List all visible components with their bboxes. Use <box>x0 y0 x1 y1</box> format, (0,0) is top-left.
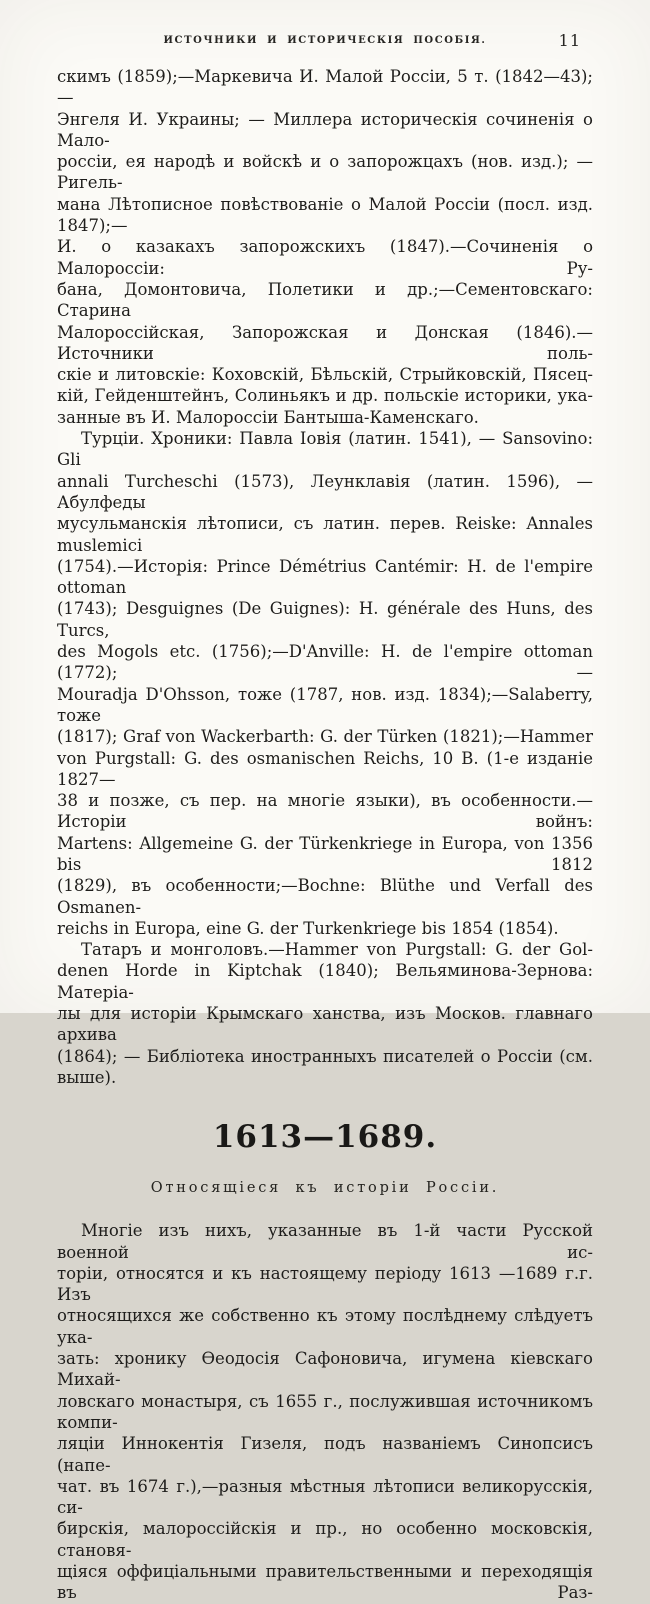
text-line: зать: хронику Ѳеодосія Сафоновича, игумена кіевскаго Михай- <box>57 1349 593 1390</box>
text-line: Многіе изъ нихъ, указанные въ 1-й части Русской военной ис- <box>57 1221 593 1262</box>
text-line: Турціи. Хроники: Павла Іовія (латин. 1541), — Sansovino: Gli <box>57 429 593 470</box>
text-line: von Purgstall: G. des osmanischen Reichs, 10 B. (1-е изданіе 1827— <box>57 748 593 789</box>
text-line: (1829), въ особенности;—Bochne: Blüthe und Verfall des Osmanen- <box>57 876 593 917</box>
text-line: (1817); Graf von Wackerbarth: G. der Türken (1821);—Hammer <box>57 727 593 747</box>
text-line: Малороссійская, Запорожская и Донская (1846).—Источники поль- <box>57 322 593 363</box>
text-line: ловскаго монастыря, съ 1655 г., послужившая источникомъ компи- <box>57 1391 593 1432</box>
bibliography-paragraphs <box>57 66 593 1088</box>
text-line: Энгеля И. Украины; — Миллера историческія сочиненія о Мало- <box>57 109 593 150</box>
text-line: мана Лѣтописное повѣствованіе о Малой Россіи (посл. изд. 1847);— <box>57 194 593 236</box>
paragraph <box>57 939 593 1088</box>
text-line: бана, Домонтовича, Полетики и др.;—Сементовскаго: Старина <box>57 279 593 321</box>
text-line: (1754).—Исторія: Prince Démétrius Cantémir: H. de l'empire ottoman <box>57 556 593 598</box>
text-line: скіе и литовскіе: Коховскій, Бѣльскій, Стрыйковскій, Пясец- <box>57 365 593 385</box>
text-line: торіи, относятся и къ настоящему періоду 1613 —1689 г.г. Изъ <box>57 1263 593 1305</box>
text-line: мусульманскія лѣтописи, съ латин. перев. Reiske: Annales muslemici <box>57 514 593 555</box>
text-line: Татаръ и монголовъ.—Hammer von Purgstall: G. der Gol- <box>81 940 593 960</box>
text-line: annali Turcheschi (1573), Леунклавія (латин. 1596), — Абулфеды <box>57 471 593 512</box>
paragraph <box>57 66 593 428</box>
text-line: кій, Гейденштейнъ, Солиньякъ и др. польскіе историки, ука- <box>57 386 593 406</box>
text-line: des Mogols etc. (1756);—D'Anville: H. de l'empire ottoman (1772); — <box>57 642 593 683</box>
text-line: ляціи Иннокентія Гизеля, подъ названіемъ Синопсисъ (напе- <box>57 1434 593 1475</box>
text-line: Mouradja D'Ohsson, тоже (1787, нов. изд. 1834);—Salaberry, тоже <box>57 684 593 725</box>
text-line: занные въ И. Малороссіи Бантыша-Каменскаго. <box>57 407 479 427</box>
section-heading: 1613—1689. <box>212 1119 438 1156</box>
text-line: чат. въ 1674 г.),—разныя мѣстныя лѣтописи великорусскія, си- <box>57 1476 593 1518</box>
text-line: относящихся же собственно къ этому послѣднему слѣдуетъ ука- <box>57 1306 593 1347</box>
text-line: бирскія, малороссійскія и пр., но особенно московскія, становя- <box>57 1519 593 1560</box>
running-title: ИСТОЧНИКИ И ИСТОРИЧЕСКІЯ ПОСОБІЯ. <box>163 35 487 46</box>
body-paragraphs <box>57 1220 593 1603</box>
text-line: скимъ (1859);—Маркевича И. Малой Россіи, 5 т. (1842—43);— <box>57 67 593 108</box>
text-line: Martens: Allgemeine G. der Türkenkriege in Europa, von 1356 bis 1812 <box>57 833 593 874</box>
running-head <box>57 31 593 51</box>
text-block <box>57 66 593 1604</box>
text-line: И. о казакахъ запорожскихъ (1847).—Сочиненія о Малороссіи: Ру- <box>57 237 593 278</box>
text-line: лы для исторіи Крымскаго ханства, изъ Москов. главнаго архива <box>57 1004 593 1045</box>
text-line: denen Horde in Kiptchak (1840); Вельяминова-Зернова: Матеріа- <box>57 961 593 1002</box>
text-line: 38 и позже, съ пер. на многіе языки), въ особенности.—Исторіи войнъ: <box>57 791 593 832</box>
text-line: россіи, ея народѣ и войскѣ и о запорожцахъ (нов. изд.); — Ригель- <box>57 152 593 193</box>
paragraph <box>57 1220 593 1603</box>
text-line: щіяся оффиціальными правительственными и переходящія въ Раз- <box>57 1562 593 1603</box>
page-number: 11 <box>558 31 581 50</box>
section-subheading: Относящіеся къ исторіи Россіи. <box>150 1180 500 1197</box>
text-line: (1743); Desguignes (De Guignes): H. générale des Huns, des Turcs, <box>57 599 593 640</box>
paragraph <box>57 428 593 939</box>
text-line: (1864); — Библіотека иностранныхъ писателей о Россіи (см. выше). <box>57 1046 593 1087</box>
text-line: reichs in Europa, eine G. der Turkenkriege bis 1854 (1854). <box>57 918 559 938</box>
